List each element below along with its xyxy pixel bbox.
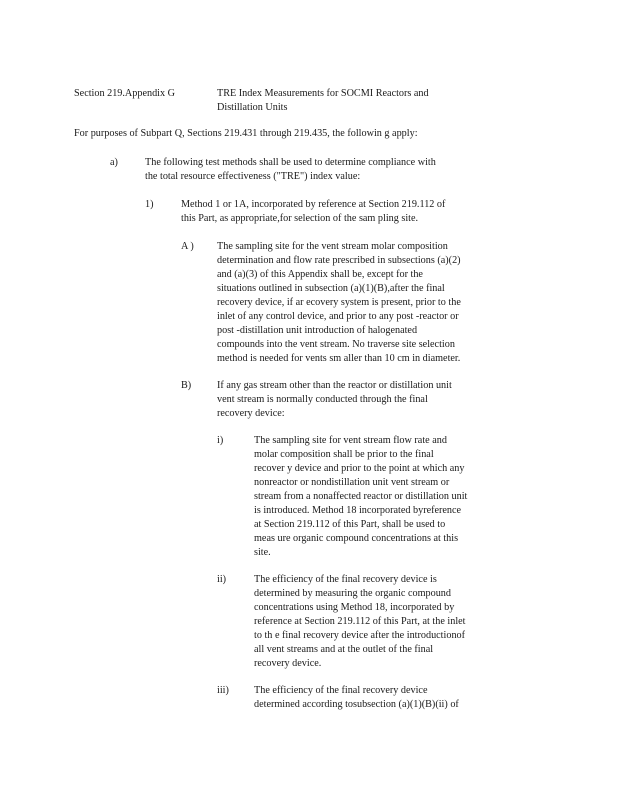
text-line: recovery device.	[254, 658, 322, 669]
text-line: reference at Section 219.112 of this Part, at the inlet	[254, 616, 466, 627]
text-line: The sampling site for vent stream flow rate and	[254, 435, 447, 446]
text-line: concentrations using Method 18, incorporated by	[254, 602, 455, 613]
text-line: If any gas stream other than the reactor or distillation unit	[217, 380, 452, 391]
text-line: The sampling site for the vent stream molar composition	[217, 241, 448, 252]
section-title-line: TRE Index Measurements for SOCMI Reactors and	[217, 88, 429, 99]
item-text-i	[254, 434, 467, 560]
text-line: molar composition shall be prior to the final	[254, 449, 434, 460]
text-line: The efficiency of the final recovery device is	[254, 574, 437, 585]
text-line: meas ure organic compound concentrations at this	[254, 533, 459, 544]
item-text-ii	[254, 573, 466, 671]
item-marker-ii: ii)	[217, 574, 227, 585]
item-marker-i: i)	[217, 435, 224, 446]
text-line: method is needed for vents sm aller than 10 cm in diameter.	[217, 353, 461, 364]
item-marker-a: a)	[110, 157, 118, 168]
text-line: determined by measuring the organic compound	[254, 588, 451, 599]
item-text-A	[217, 240, 461, 366]
section-title-line: Distillation Units	[217, 102, 288, 113]
section-label: Section 219.Appendix G	[74, 88, 176, 99]
section-title	[217, 87, 429, 115]
text-line: determined according tosubsection (a)(1)(B)(ii) of	[254, 699, 459, 710]
text-line: site.	[254, 547, 271, 558]
text-line: recover y device and prior to the point at which any	[254, 463, 465, 474]
text-line: nonreactor or nondistillation unit vent stream or	[254, 477, 450, 488]
text-line: vent stream is normally conducted through the final	[217, 394, 428, 405]
text-line: recovery device:	[217, 408, 285, 419]
text-line: at Section 219.112 of this Part, shall be used to	[254, 519, 446, 530]
text-line: Method 1 or 1A, incorporated by reference at Section 219.112 of	[181, 199, 446, 210]
text-line: inlet of any control device, and prior to any post -reactor or	[217, 311, 459, 322]
item-text-B	[217, 379, 452, 421]
text-line: post -distillation unit introduction of halogenated	[217, 325, 418, 336]
item-marker-B: B)	[181, 380, 192, 391]
text-line: determination and flow rate prescribed in subsections (a)(2)	[217, 255, 461, 266]
text-line: The following test methods shall be used to determine compliance with	[145, 157, 436, 168]
text-line: compounds into the vent stream. No traverse site selection	[217, 339, 455, 350]
text-line: all vent streams and at the outlet of the final	[254, 644, 434, 655]
text-line: to th e final recovery device after the introductionof	[254, 630, 466, 641]
item-marker-1: 1)	[145, 199, 154, 210]
item-marker-iii: iii)	[217, 685, 229, 696]
item-text-a	[145, 156, 436, 184]
intro-paragraph: For purposes of Subpart Q, Sections 219.431 through 219.435, the followin g apply:	[74, 128, 418, 139]
text-line: The efficiency of the final recovery device	[254, 685, 428, 696]
text-line: is introduced. Method 18 incorporated byreference	[254, 505, 462, 516]
text-line: stream from a nonaffected reactor or distillation unit	[254, 491, 468, 502]
text-line: recovery device, if ar ecovery system is present, prior to the	[217, 297, 461, 308]
item-text-1	[181, 198, 445, 226]
text-line: and (a)(3) of this Appendix shall be, except for the	[217, 269, 423, 280]
item-marker-A: A )	[181, 241, 194, 252]
text-line: this Part, as appropriate,for selection of the sam pling site.	[181, 213, 419, 224]
text-line: situations outlined in subsection (a)(1)(B),after the final	[217, 283, 445, 294]
text-line: the total resource effectiveness ("TRE") index value:	[145, 171, 361, 182]
item-text-iii	[254, 684, 459, 712]
